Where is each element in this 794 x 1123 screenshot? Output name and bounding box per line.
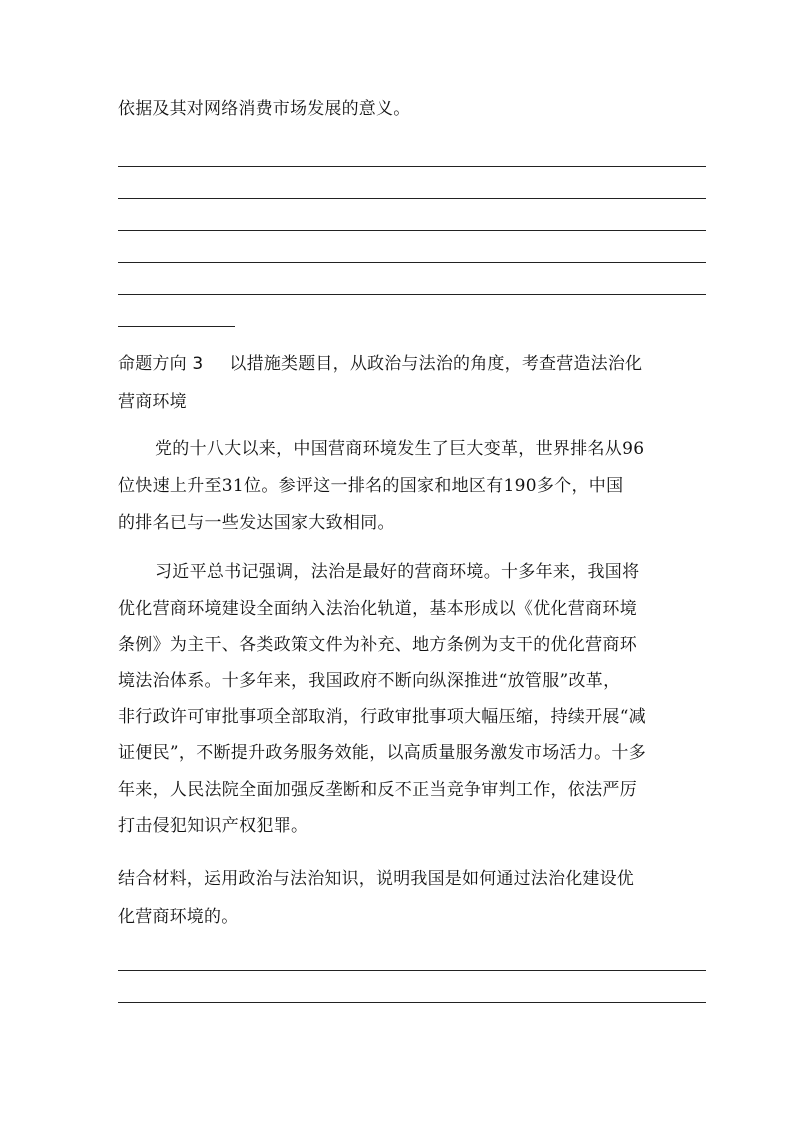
material-line: 年来，人民法院全面加强反垄断和反不正当竞争审判工作，依法严厉 (118, 780, 637, 800)
section-heading (118, 353, 642, 375)
material-line: 证便民”，不断提升政务服务效能，以高质量服务激发市场活力。十多 (118, 743, 646, 763)
material-line: 习近平总书记强调，法治是最好的营商环境。十多年来，我国将 (155, 562, 640, 582)
section-title: 以措施类题目，从政治与法治的角度，考查营造法治化 (229, 354, 643, 374)
answer-line-short[interactable] (118, 326, 235, 327)
question-text-end: 依据及其对网络消费市场发展的意义。 (118, 99, 411, 119)
section-label: 命题方向 3 (118, 354, 204, 374)
material-line: 位快速上升至31位。参评这一排名的国家和地区有190多个，中国 (118, 476, 624, 496)
question-line: 化营商环境的。 (118, 907, 239, 927)
material-line: 非行政许可审批事项全部取消，行政审批事项大幅压缩，持续开展“减 (118, 707, 646, 727)
answer-line[interactable] (118, 294, 706, 295)
material-line: 打击侵犯知识产权犯罪。 (118, 816, 309, 836)
answer-line[interactable] (118, 970, 706, 971)
answer-line[interactable] (118, 230, 706, 231)
material-line: 优化营商环境建设全面纳入法治化轨道，基本形成以《优化营商环境 (118, 599, 637, 619)
material-line: 的排名已与一些发达国家大致相同。 (118, 513, 395, 533)
section-title-continued: 营商环境 (118, 392, 187, 412)
answer-line[interactable] (118, 166, 706, 167)
material-line: 党的十八大以来，中国营商环境发生了巨大变革，世界排名从96 (155, 439, 645, 459)
question-line: 结合材料，运用政治与法治知识，说明我国是如何通过法治化建设优 (118, 869, 634, 889)
answer-line[interactable] (118, 262, 706, 263)
material-line: 境法治体系。十多年来，我国政府不断向纵深推进“放管服”改革， (118, 671, 621, 691)
answer-line[interactable] (118, 198, 706, 199)
answer-line[interactable] (118, 1002, 706, 1003)
material-line: 条例》为主干、各类政策文件为补充、地方条例为支干的优化营商环 (118, 635, 637, 655)
